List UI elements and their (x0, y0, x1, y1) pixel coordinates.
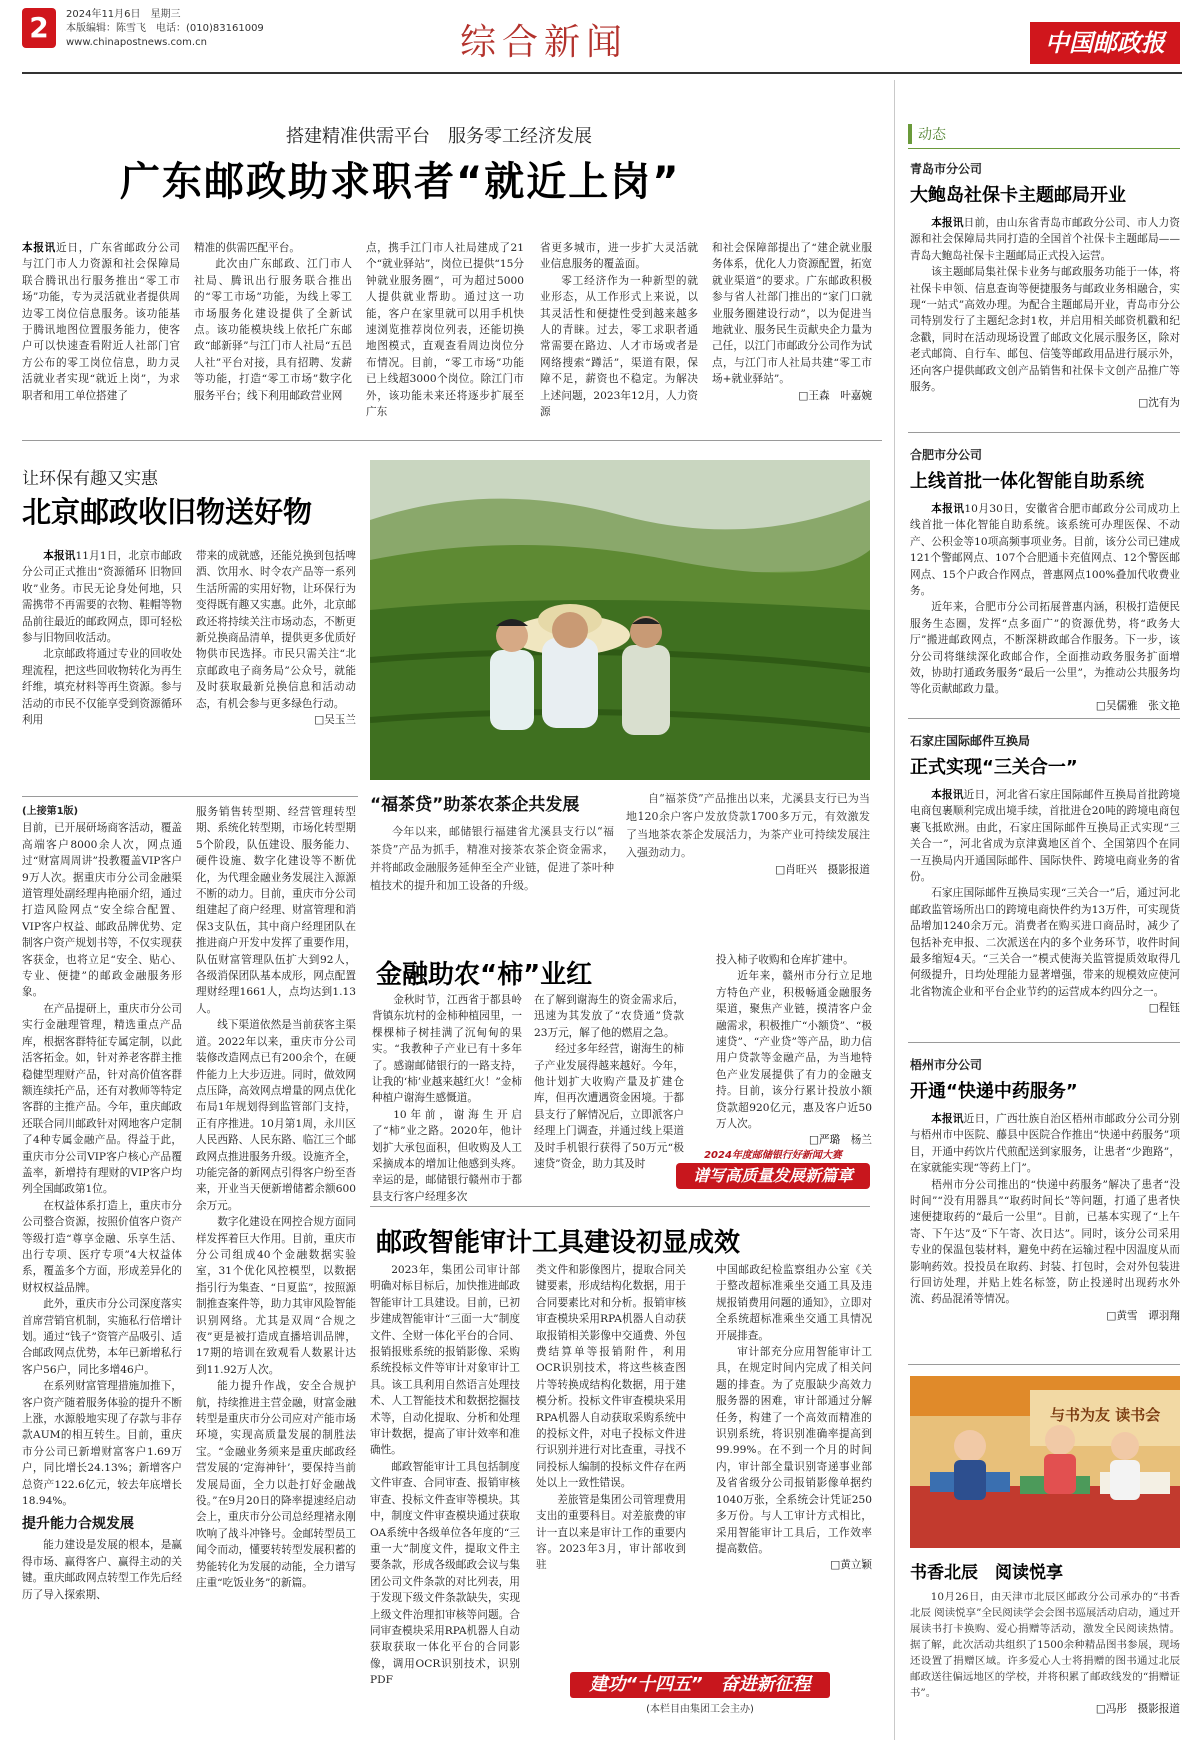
s2-title: 上线首批一体化智能自助系统 (910, 471, 1144, 492)
a3-subhead: 提升能力合规发展 (22, 1516, 134, 1533)
s2-lead: 本报讯 (931, 503, 965, 515)
a2-lead: 本报讯 (43, 550, 76, 562)
tea-caption-title: “福茶贷”助茶农茶企共发展 (370, 795, 580, 815)
section-title: 综合新闻 (460, 22, 629, 63)
s4-p1: 近日，广西壮族自治区梧州市邮政分公司分别与梧州市中医院、藤县中医院合作推出“快递中药服务”项目，开通中药饮片代煎配送到家服务，让患者“少跑路”，在家就能实现“等药上门”。 (910, 1113, 1180, 1175)
a1-p7: 和社会保障部提出了“建企就业服务体系，优化人力资源配置，拓宽就业渠道”的要求。广东邮政积极参与省人社部门推出的“家门口就业服务圈建设行动”，以为促进当地就业、服务民生贡献央企力量为己任，以江门市邮政分公司作为试点，与江门市人社局共建“零工市场+就业驿站”。 (712, 242, 872, 386)
tea-credit: □肖旺兴 摄影报道 (775, 864, 870, 876)
a1-p6: 零工经济作为一种新型的就业形态，从工作形式上来说，以其灵活性和便捷性受到越来越多人的青睐。过去，零工求职者通常需要在路边、人才市场或者是网络搜索“蹲活”，渠道有限，保障不足，薪资也不稳定。为解决上述问题，2023年12月，人力资源 (540, 274, 698, 419)
a3-p7: 服务销售转型期、经营管理转型期、系统化转型期，市场化转型期5个阶段，队伍建设、服务能力、硬件设施、数字化建设等不断优化，为代理金融业务发展注入源源不断的动力。目前，重庆市分公司组建起了商户经理、财富管理和消保3支队伍，其中商户经理团队在推进商户开发中发挥了重要作用，队伍财富管理队伍扩大到92人，各级消保团队基本成形，网点配置理财经理1661人，点均达到1.13人。 (196, 806, 356, 1015)
header-editor: 本版编辑：陈雪飞 电话：(010)83161009 (66, 23, 264, 34)
s1-p1: 日前，由山东省青岛市邮政分公司、市人力资源和社会保障局共同打造的全国首个社保卡主题邮局——青岛大鲍岛社保卡主题邮局正式投入运营。 (910, 217, 1180, 262)
union-banner-main: 建功“十四五” 奋进新征程 (570, 1672, 830, 1698)
tea-caption-2: 自“福茶贷”产品推出以来，尤溪县支行已为当地120余户客户发放贷款1700多万元，有效激发了当地茶农茶企发展活力，为茶产业可持续发展注入强劲动力。 (626, 792, 870, 859)
header-website[interactable]: www.chinapostnews.com.cn (66, 37, 207, 48)
a5-p1: 2023年，集团公司审计部明确对标目标后，加快推进邮政智能审计工具建设。目前，已初步建成智能审计“三面一大”制度文件、全财一体化平台的合同、报销报账系统的报销影像、采购系统投标文件等审计对象审计工具。该工具利用自然语言处理技术、人工智能技术和数据挖掘技术等，自动化提取、分析和处理审计数据，提高了审计效率和准确性。 (370, 1264, 520, 1457)
book-fair-sign: 与书为友 读书会 (1050, 1406, 1161, 1424)
a1-p3: 此次由广东邮政、江门市人社局、腾讯出行服务联合推出的“零工市场”功能，为线上零工市场服务化建设提供了全新试点。该功能模块线上依托广东邮政“邮新驿”与江门市人社局“五邑人社”平台对接，具有招聘、发薪等功能，打造“零工市场”数字化服务平台；线下利用邮政营业网 (194, 258, 352, 402)
a4-p2: 10年前，谢海生开启了“柿”业之路。2020年，他计划扩大承包面积，但收购及人工采摘成本的增加让他感到头疼。幸运的是，邮储银行赣州市于都县支行客户经理多次 (372, 1108, 522, 1203)
newspaper-logo: 中国邮政报 (1030, 22, 1180, 64)
a3-cont-note: (上接第1版) (22, 806, 79, 817)
contest-badge-top: 2024年度邮储银行好新闻大赛 (704, 1150, 842, 1161)
a5-p2: 邮政智能审计工具包括制度文件审查、合同审查、报销审核审查、投标文件查审等模块。其中，制度文件审查模块通过获取OA系统中各级单位各年度的“三重一大”制度文件，提取文件主要条款，形成各级邮政会议与集团公司文件条款的对比列表，用于发现下级文件条款缺失，实现上级文件治理扣审核等问题。合同审查模块采用RPA机器人自动获取获取一体化平台的合同影像，调用OCR识别技术，识别PDF (370, 1460, 520, 1687)
a1-title: 广东邮政助求职者“就近上岗” (120, 159, 681, 205)
a1-kicker: 搭建精准供需平台 服务零工经济发展 (286, 126, 592, 147)
header-date: 2024年11月6日 星期三 (66, 9, 181, 20)
s1-org: 青岛市分公司 (910, 162, 983, 176)
tea-plantation-photo (370, 460, 870, 780)
s5-author: □冯彤 摄影报道 (1095, 1703, 1180, 1715)
s1-p2: 该主题邮局集社保卡业务与邮政服务功能于一体，将社保卡申领、信息查询等便捷服务与邮政业务相融合，实现“一站式”高效办理。为配合主题邮局开业，青岛市分公司特别发行了主题纪念封1枚，并启用相关邮资机戳和纪念戳，同时在活动现场设置了邮政文化展示服务区，除对老式邮筒、自行车、邮包、信笺等邮政用品进行展示外，还向客户提供邮政文创产品销售和社保卡文创产品推广等服务。 (910, 266, 1180, 394)
a4-author: □严璐 杨兰 (809, 1134, 872, 1147)
contest-badge (676, 1146, 870, 1194)
contest-badge-main: 谱写高质量发展新篇章 (676, 1163, 870, 1189)
a4-p5: 投入柿子收购和仓库扩建中。 (716, 954, 854, 966)
s2-p2: 近年来，合肥市分公司拓展普惠内涵，积极打造便民服务生态圈，发挥“点多面广”的资源优势，将“政务大厅”搬进邮政网点，不断深耕政邮合作服务。下一步，该分公司将继续深化政邮合作，全面推动政务服务扩面增效，协助打通政务服务“最后一公里”，为推动公共服务均等化贡献邮政力量。 (910, 601, 1180, 696)
s3-p1: 近日，河北省石家庄国际邮件互换局首批跨境电商包裹顺利完成出境手续，首批进仓20吨的跨境电商包裹飞抵欧洲。由此，石家庄国际邮件互换局正式实现“三关合一”，河北省成为京津冀地区首个、全国第四个在同一互换局内开通国际邮件、国际快件、跨境电商业务的省份。 (910, 789, 1180, 884)
a3-p5: 在系列财富管理措施加推下，客户资产随着服务体验的提升不断上涨，水源般地实现了存款与非存款AUM的相互转生。目前，重庆市分公司已新增财富客户1.69万户，同比增长24.13%；新增客户总资产122.6亿元，较去年底增长18.94%。 (22, 1380, 182, 1508)
a5-author: □黄立颖 (830, 1559, 872, 1572)
s1-lead: 本报讯 (931, 217, 964, 229)
s3-p2: 石家庄国际邮件互换局实现“三关合一”后，通过河北邮政监管场所出口的跨境电商快件约为13万件，可实现货品增加1240余万元。消费者在购买进口商品时，减少了包括补充申报、二次派送在内的多个业务环节，收件时间最多缩短4天。“三关合一”模式使海关监管提质效取得几何级提升，日均处理能力显著增强，带来的规模效应使河北省物流企业和平台企业节约的运营成本约四分之一。 (910, 887, 1180, 998)
a2-p2: 北京邮政将通过专业的回收处理流程，把这些回收物转化为再生纤维，填充材料等再生资源。参与活动的市民不仅能享受到资源循环利用 (22, 648, 182, 727)
a5-p3: 类文件和影像图片，提取合同关键要素，形成结构化数据，用于合同要素比对和分析。报销审核审查模块采用RPA机器人自动获取报销相关影像中交通费、外包费结算单等报销附件，利用OCR识别技术，将这些核查图片等转换成结构化数据，用于建模分析。投标文件审查模块采用RPA机器人自动获取采购系统中的投标文件，对电子投标文件进行识别并进行对比查重，寻找不同投标人编制的投标文件存在两处以上一致性错误。 (536, 1264, 686, 1490)
a2-p3: 带来的成就感，还能兑换到包括啤酒、饮用水、时令农产品等一系列生活所需的实用好物，让环保行为变得既有趣又实惠。此外，北京邮政还将持续关注市场动态，不断更新兑换商品清单，提供更多优质好物供市民选择。市民只需关注“北京邮政电子商务局”公众号，就能及时获取最新兑换信息和活动动态，有机会参与更多绿色行动。 (196, 550, 356, 710)
a2-p1: 11月1日，北京市邮政分公司正式推出“资源循环 旧物回收”业务。市民无论身处何地，只需携带不再需要的衣物、鞋帽等物品前往最近的邮政网点，即可轻松参与旧物回收活动。 (22, 550, 182, 645)
s4-author: □黄雪 谭羽翔 (1106, 1309, 1180, 1322)
a5-p5: 中国邮政纪检监察组办公室《关于整改超标准乘坐交通工具及违规报销费用问题的通知》，立即对全系统超标准乘坐交通工具情况开展排查。 (716, 1264, 872, 1342)
a4-p3: 在了解到谢海生的资金需求后，迅速为其发放了“农贷通”贷款23万元，解了他的燃眉之急。 (534, 994, 684, 1039)
a1-author: □王森 叶嘉婉 (798, 389, 872, 402)
book-fair-photo (910, 1376, 1180, 1548)
s1-title: 大鲍岛社保卡主题邮局开业 (910, 185, 1126, 206)
s5-caption: 10月26日，由天津市北辰区邮政分公司承办的“书香北辰 阅读悦享”全民阅读学会会图书巡展活动启动，通过开展读书打卡换购、爱心捐赠等活动，激发全民阅读热情。据了解，此次活动共组织了1500余种精品图书参展，现场还设置了捐赠区域。许多爱心人士将捐赠的图书通过北辰邮政送往偏远地区的学校，并将积累了邮政线发的“捐赠证书”。 (910, 1591, 1180, 1699)
s2-p1: 10月30日，安徽省合肥市邮政分公司成功上线首批一体化智能自助系统。该系统可办理医保、不动产、公积金等10项高频事项业务。目前，该分公司已建成121个警邮网点、107个合肥通卡充值网点、12个警医邮网点、15个户政合作网点，普惠网点100%叠加代收费业务。 (910, 503, 1181, 598)
page-number-badge: 2 (22, 8, 56, 48)
a1-p5: 省更多城市，进一步扩大灵活就业信息服务的覆盖面。 (540, 242, 698, 271)
s3-lead: 本报讯 (931, 789, 964, 801)
a3-p2: 在产品提研上，重庆市分公司实行金融理管理，精选重点产品库，根据客群特征专属定制，以此活客拓金。如，针对养老客群主推稳健型理财产品，针对高价值客群额连续托产品，还有对教师等特定客群的主推产品。今年，重庆邮政还联合同川邮政针对网地客户定制了4种专属金融产品。得益于此，重庆市分公司VIP客户核心产品覆盖率，新增持有理财的VIP客户均列全国邮政第1位。 (22, 1002, 182, 1196)
a4-p1: 金秋时节，江西省于都县岭背镇东坑村的金柿种植园里，一棵棵柿子树挂满了沉甸甸的果实。“我教种子产业已有十多年了。感谢邮储银行的一路支持，让我的‘柿’业越来越红火！”金柿种植户谢海生感慨道。 (372, 994, 522, 1105)
a3-p9: 数字化建设在网控合规方面同样发挥着巨大作用。目前，重庆市分公司组成40个金融数据实验室，31个优化风控模型，以数据指引行为集查、“日夏监”，按照源制推查案件等，助力其审风险智能识别网络。尤其是双周“合规之夜”更是被打造成直播培训品牌，17期的培训在致观看人数累计达到11.92万人次。 (196, 1216, 356, 1376)
a4-p6: 近年来，赣州市分行立足地方特色产业，积极畅通金融服务渠道，聚焦产业链，摸清客户金融需求，积极推广“小额贷”、“极速贷”、“产业贷”等产品，助力信用户贷款等金融产品，为当地特色产业发展提供了有力的金融支持。目前，该分行累计投放小额贷款超920亿元，惠及客户近50万人次。 (716, 970, 872, 1131)
s3-org: 石家庄国际邮件互换局 (910, 734, 1031, 748)
s2-author: □吴儒雅 张文艳 (1095, 699, 1180, 712)
a1-p4: 点，携手江门市人社局建成了21个“就业驿站”，岗位已提供“15分钟就业服务圈”，可为超过5000人提供就业帮助。通过这一功能，客户在家里就可以用手机快速浏览推荐岗位列表，还能切换地图模式，直观查看周边岗位分布情况。目前，“零工市场”功能已上线超3000个岗位。除江门市外，该功能未来还将逐步扩展至广东 (366, 242, 524, 419)
s4-lead: 本报讯 (931, 1113, 964, 1125)
a2-author: □吴玉兰 (314, 714, 356, 727)
a5-p4: 差旅管是集团公司管理费用支出的重要科目。对差旅费的审计一直以来是审计工作的重要内容。2023年3月，审计部收到驻 (536, 1493, 686, 1572)
sidebar-label-text: 动态 (918, 127, 946, 143)
a4-p4: 经过多年经营，谢海生的柿子产业发展得越来越好。今年，他计划扩大收购产量及扩建仓库，但再次遭遇资金困境。于都县支行了解情况后，立即派客户经理上门调查，并通过线上渠道及时手机银行获得了50万元“极速贷”资金，助力其及时 (534, 1043, 684, 1171)
union-banner (570, 1672, 830, 1715)
a3-p1: 目前，已开展研场商客活动，覆盖高端客户8000余人次，网点通过“财富周周讲”投教覆盖VIP客户9万人次。据重庆市分公司金融渠道管理处副经理冉艳丽介绍，通过打造风险网点“安全综合配置、VIP客户权益、邮政品牌优势、定制客户资产规划书等，不仅实现获客获金，也将立足“安全、贴心、专业、便捷”的邮政金融服务形象。 (22, 822, 182, 999)
a3-p8: 线下渠道依然是当前获客主渠道。2022年以来，重庆市分公司装修改造网点已有200余个，在硬件能力上大步迈进。同时，做效网点压降，高效网点增量的网点优化布局1年规划得到监管部门支持，正有序推进。10月第1周，永川区人民西路、人民东路、临江三个邮政网点推进服务升级。设施齐全，功能完备的新网点引得客户纷至沓来，开业当天便新增储蓄余额600余万元。 (196, 1019, 356, 1212)
a1-p2: 精准的供需匹配平台。 (194, 242, 300, 254)
a1-p1: 近日，广东省邮政分公司与江门市人力资源和社会保障局联合腾讯出行服务推出“零工市场”功能，专为灵活就业者提供周边零工岗位信息服务。该功能基于腾讯地图位置服务能力，使客户可以快速查看附近人社部门官方公布的零工岗位信息，助力灵活就业者实现“就近上岗”，为求职者和用工单位搭建了 (22, 242, 181, 402)
tea-caption: 今年以来，邮储银行福建省尤溪县支行以“福茶贷”产品为抓手，精准对接茶农茶企资金需求，并将邮政金融服务延伸至全产业链，促进了茶叶种植技术的提升和加工设备的升级。 (370, 825, 614, 892)
a3-p6: 能力建设是发展的根本，是赢得市场、赢得客户、赢得主动的关键。重庆邮政网点转型工作先后经历了导入探索期、 (22, 1539, 182, 1601)
a5-p6: 审计部充分应用智能审计工具，在规定时间内完成了相关问题的排查。为了克服缺少高效力服务器的困难，审计部通过分解任务，构建了一个高效而精准的识别系统，将识别准确率提高到99.99%。在不到一个月的时间内，审计部全量识别寄递事业部及省省级分公司报销影像单据约1040万张，全系统会计凭证250多万份。与人工审计方式相比，采用智能审计工具后，工作效率提高数倍。 (716, 1346, 872, 1555)
s1-author: □沈有为 (1138, 397, 1180, 410)
union-banner-sub: (本栏目由集团工会主办) (646, 1704, 754, 1715)
a3-p10: 能力提升作战，安全合规护航，持续推进主营金融，财富金融转型是重庆市分公司应对产能市场环境，实现高质量发展的制胜法宝。“金融业务须来是重庆邮政经营发展的‘定海神针’，要保持当前发展局面，全力以赴打好金融战役。”在9月20日的降率提速经启动会上，重庆市分公司总经理褚永刚吹响了战斗冲锋号。金邮转型员工闻令而动，懂要转转型发展积蓄的势能转化为发展的动能，全力谱写庄重“吃饭业务”的新篇。 (196, 1380, 356, 1590)
s3-author: □程钰 (1148, 1002, 1180, 1015)
sidebar-label (908, 124, 968, 144)
a5-title: 邮政智能审计工具建设初显成效 (376, 1228, 741, 1258)
a2-kicker: 让环保有趣又实惠 (22, 469, 158, 489)
a3-p4: 此外，重庆市分公司深度落实首席营销官机制，实施私行倍增计划。通过“钱子”资管产品吸引、适合邮政网点优势，本年已新增私行客户56户，同比多增46户。 (22, 1298, 182, 1376)
s4-org: 梧州市分公司 (910, 1058, 983, 1072)
s5-title: 书香北辰 阅读悦享 (910, 1563, 1063, 1583)
s2-org: 合肥市分公司 (910, 448, 983, 462)
a1-lead: 本报讯 (22, 242, 57, 254)
a3-p3: 在权益体系打造上，重庆市分公司整合资源，按照价值客户资产等级打造“尊享金融、乐享生活、出行专项、医疗专项”4大权益体系，覆盖多个方面，形成差异化的财权权益品牌。 (22, 1199, 182, 1294)
s4-p2: 梧州市分公司推出的“快递中药服务”解决了患者“没时间”“没有用器具”“取药时间长”等问题，打通了患者快速便捷取药的“最后一公里”。目前，已基本实现了“上午寄、下午达”及“下午寄、次日达”。同时，该分公司采用专业的保温包装材料，避免中药在运输过程中因温度从而影响药效。投投员在取药、封装、打包时，会对外包装进行回访处理，并贴上姓名标签，防止投递时出现药水外流、药品混淆等情况。 (910, 1178, 1180, 1306)
s4-title: 开通“快递中药服务” (910, 1081, 1078, 1102)
a4-title: 金融助农“柿”业红 (376, 960, 593, 990)
a2-title: 北京邮政收旧物送好物 (22, 495, 313, 529)
s3-title: 正式实现“三关合一” (910, 757, 1078, 778)
